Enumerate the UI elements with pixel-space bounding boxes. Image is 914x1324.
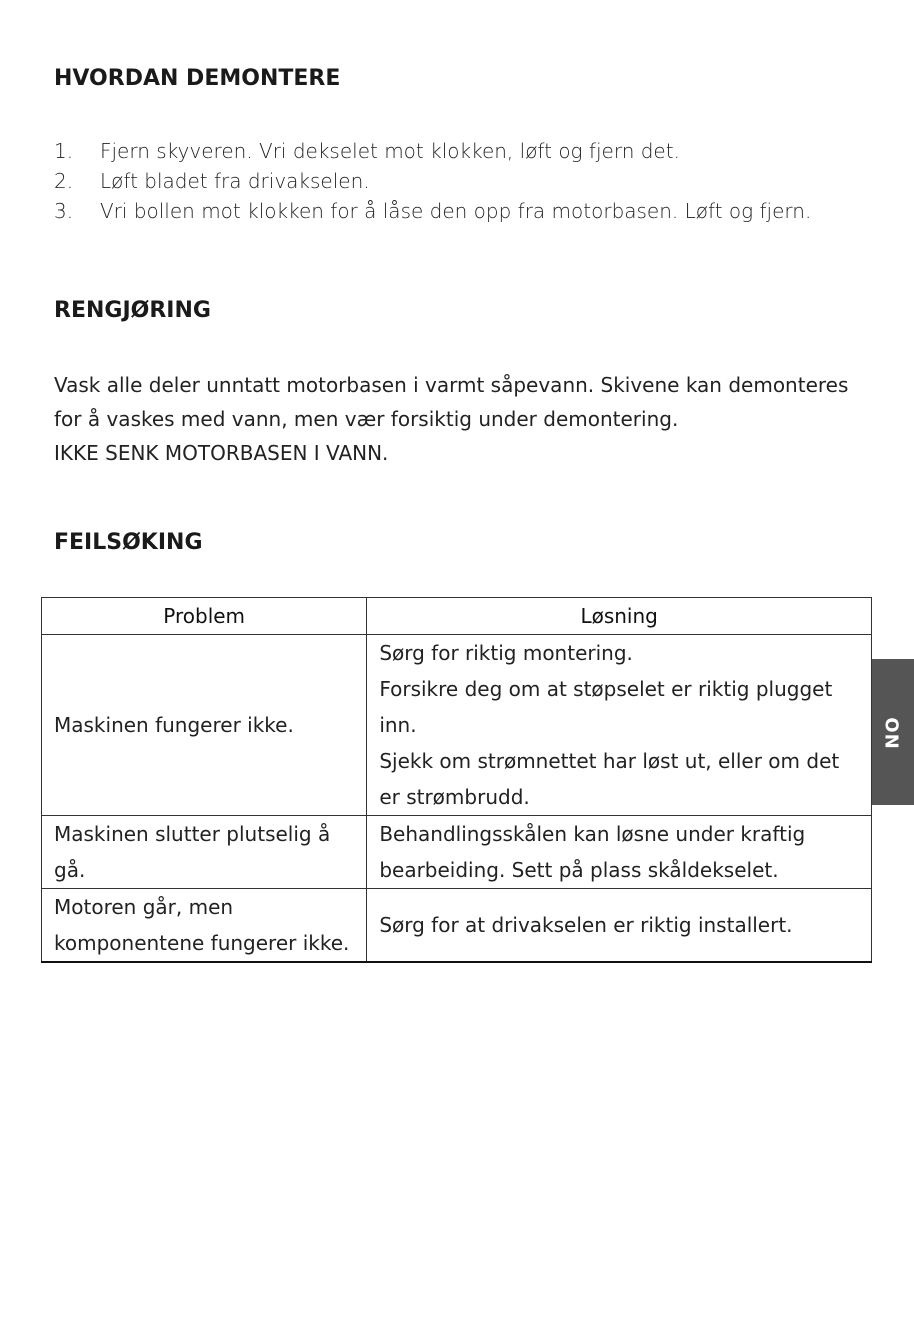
step-text: Fjern skyveren. Vri dekselet mot klokken, løft og fjern det. xyxy=(100,139,680,163)
solution-line: Forsikre deg om at støpselet er riktig plugget inn. xyxy=(379,677,833,737)
table-row xyxy=(42,635,872,816)
cleaning-line: Vask alle deler unntatt motorbasen i varmt såpevann. Skivene kan demonteres xyxy=(54,373,849,397)
language-tab xyxy=(872,659,914,805)
heading-troubleshooting: FEILSØKING xyxy=(54,530,203,555)
step-number: 1. xyxy=(54,139,74,163)
list-item xyxy=(54,136,811,166)
table-row xyxy=(42,816,872,889)
step-text: Vri bollen mot klokken for å låse den opp fra motorbasen. Løft og fjern. xyxy=(100,199,812,223)
solution-line: Behandlingsskålen kan løsne under kraftig bearbeiding. Sett på plass skåldekselet. xyxy=(379,822,806,882)
solution-line: Sjekk om strømnettet har løst ut, eller om det er strømbrudd. xyxy=(379,749,840,809)
troubleshooting-table xyxy=(41,597,872,963)
table-row xyxy=(42,889,872,963)
column-header-solution: Løsning xyxy=(367,598,872,635)
problem-cell: Motoren går, men komponentene fungerer ikke. xyxy=(42,889,367,963)
cleaning-paragraph xyxy=(54,368,874,470)
cleaning-line: for å vaskes med vann, men vær forsiktig under demontering. xyxy=(54,407,679,431)
solution-cell xyxy=(367,889,872,963)
cleaning-warning: IKKE SENK MOTORBASEN I VANN. xyxy=(54,441,389,465)
problem-cell: Maskinen slutter plutselig å gå. xyxy=(42,816,367,889)
problem-cell: Maskinen fungerer ikke. xyxy=(42,635,367,816)
column-header-problem: Problem xyxy=(42,598,367,635)
solution-line: Sørg for at drivakselen er riktig installert. xyxy=(379,913,793,937)
disassembly-steps xyxy=(54,136,811,226)
list-item xyxy=(54,166,811,196)
step-text: Løft bladet fra drivakselen. xyxy=(100,169,370,193)
list-item xyxy=(54,196,811,226)
table-header-row xyxy=(42,598,872,635)
language-code: NO xyxy=(882,715,904,749)
solution-line: Sørg for riktig montering. xyxy=(379,641,633,665)
step-number: 3. xyxy=(54,199,74,223)
heading-cleaning: RENGJØRING xyxy=(54,298,211,323)
step-number: 2. xyxy=(54,169,74,193)
solution-cell xyxy=(367,816,872,889)
solution-cell xyxy=(367,635,872,816)
heading-disassembly: HVORDAN DEMONTERE xyxy=(54,66,341,91)
